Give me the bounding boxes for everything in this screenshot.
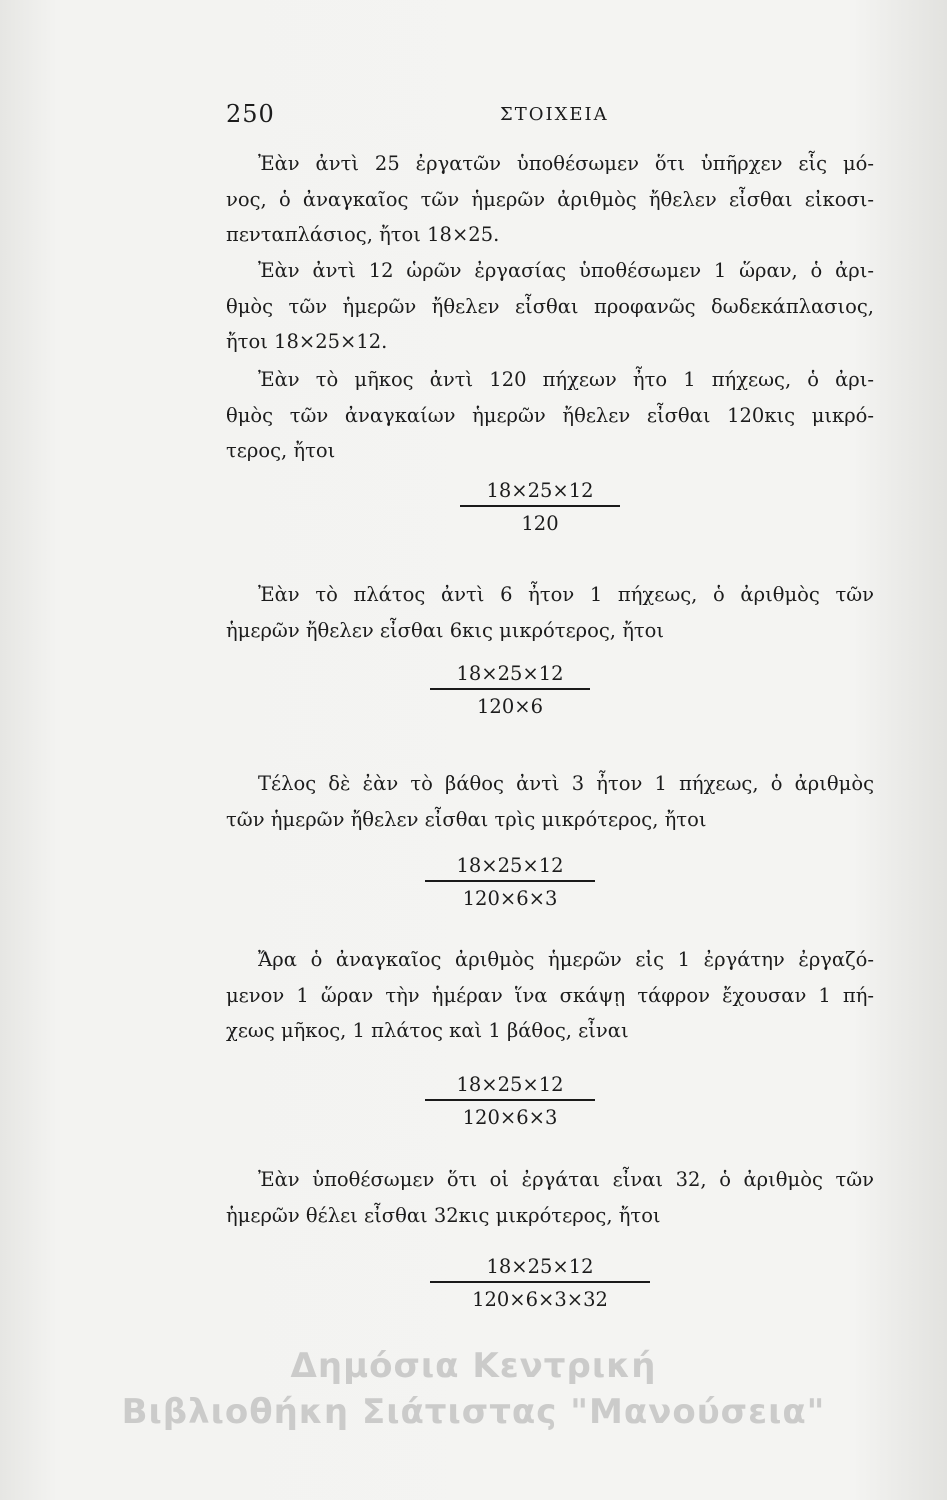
text-line: Ἐὰν ὑποθέσωμεν ὅτι οἱ ἐργάται εἶναι 32, ὁ ἀριθμὸς τῶν [258,1168,874,1191]
library-watermark-line-2: Βιβλιοθήκη Σιάτιστας "Μανούσεια" [121,1392,826,1432]
text-line: Ἐὰν τὸ πλάτος ἀντὶ 6 ἦτον 1 πήχεως, ὁ ἀριθμὸς τῶν [258,583,874,606]
text-line: Ἄρα ὁ ἀναγκαῖος ἀριθμὸς ἡμερῶν εἰς 1 ἐργάτην ἐργαζό- [258,948,874,971]
text-line: Τέλος δὲ ἐὰν τὸ βάθος ἀντὶ 3 ἦτον 1 πήχεως, ὁ ἀριθμὸς [258,772,874,795]
text-line: νος, ὁ ἀναγκαῖος τῶν ἡμερῶν ἀριθμὸς ἤθελεν εἶσθαι εἰκοσι- [226,187,874,211]
fraction-numerator: 18×25×12 [486,1255,594,1278]
fraction-denominator: 120×6×3 [462,1106,558,1129]
paragraph-6 [226,942,874,1049]
fraction-numerator: 18×25×12 [456,662,564,685]
fraction-5 [430,1255,650,1311]
fraction-1 [460,479,620,535]
fraction-denominator: 120×6 [477,695,543,718]
fraction-denominator: 120×6×3 [462,887,558,910]
paragraph-2 [226,253,874,360]
fraction-2 [430,662,590,718]
text-line: Ἐὰν ἀντὶ 12 ὡρῶν ἐργασίας ὑποθέσωμεν 1 ὥραν, ὁ ἀρι- [258,259,874,282]
paragraph-3 [226,362,874,469]
text-line: θμὸς τῶν ἡμερῶν ἤθελεν εἶσθαι προφανῶς δωδεκάπλασιος, [226,294,874,318]
fraction-numerator: 18×25×12 [486,479,594,502]
text-line: θμὸς τῶν ἀναγκαίων ἡμερῶν ἤθελεν εἶσθαι 120κις μικρό- [226,403,874,427]
text-line: ἡμερῶν ἤθελεν εἶσθαι 6κις μικρότερος, ἤτοι [226,618,665,642]
paragraph-4 [226,577,874,648]
text-line: ἡμερῶν θέλει εἶσθαι 32κις μικρότερος, ἤτοι [226,1203,661,1227]
fraction-numerator: 18×25×12 [456,854,564,877]
text-line: Ἐὰν ἀντὶ 25 ἐργατῶν ὑποθέσωμεν ὅτι ὑπῆρχεν εἷς μό- [258,152,874,175]
page-number: 250 [226,100,275,128]
fraction-numerator: 18×25×12 [456,1073,564,1096]
text-line: μενον 1 ὥραν τὴν ἡμέραν ἵνα σκάψῃ τάφρον ἔχουσαν 1 πή- [226,983,874,1007]
fraction-denominator: 120×6×3×32 [472,1288,608,1311]
text-line: ἤτοι 18×25×12. [226,330,388,353]
text-line: τῶν ἡμερῶν ἤθελεν εἶσθαι τρὶς μικρότερος, ἤτοι [226,807,707,831]
fraction-denominator: 120 [521,512,559,535]
paragraph-5 [226,766,874,837]
paragraph-7 [226,1162,874,1233]
text-line: πενταπλάσιος, ἤτοι 18×25. [226,223,500,246]
library-watermark-line-1: Δημόσια Κεντρική [290,1346,657,1386]
running-title: ΣΤΟΙΧΕΙΑ [500,104,609,125]
fraction-3 [425,854,595,910]
text-line: Ἐὰν τὸ μῆκος ἀντὶ 120 πήχεων ἦτο 1 πήχεως, ὁ ἀρι- [258,368,874,391]
text-line: τερος, ἤτοι [226,439,336,462]
text-line: χεως μῆκος, 1 πλάτος καὶ 1 βάθος, εἶναι [226,1019,629,1042]
fraction-4 [425,1073,595,1129]
paragraph-1 [226,146,874,253]
